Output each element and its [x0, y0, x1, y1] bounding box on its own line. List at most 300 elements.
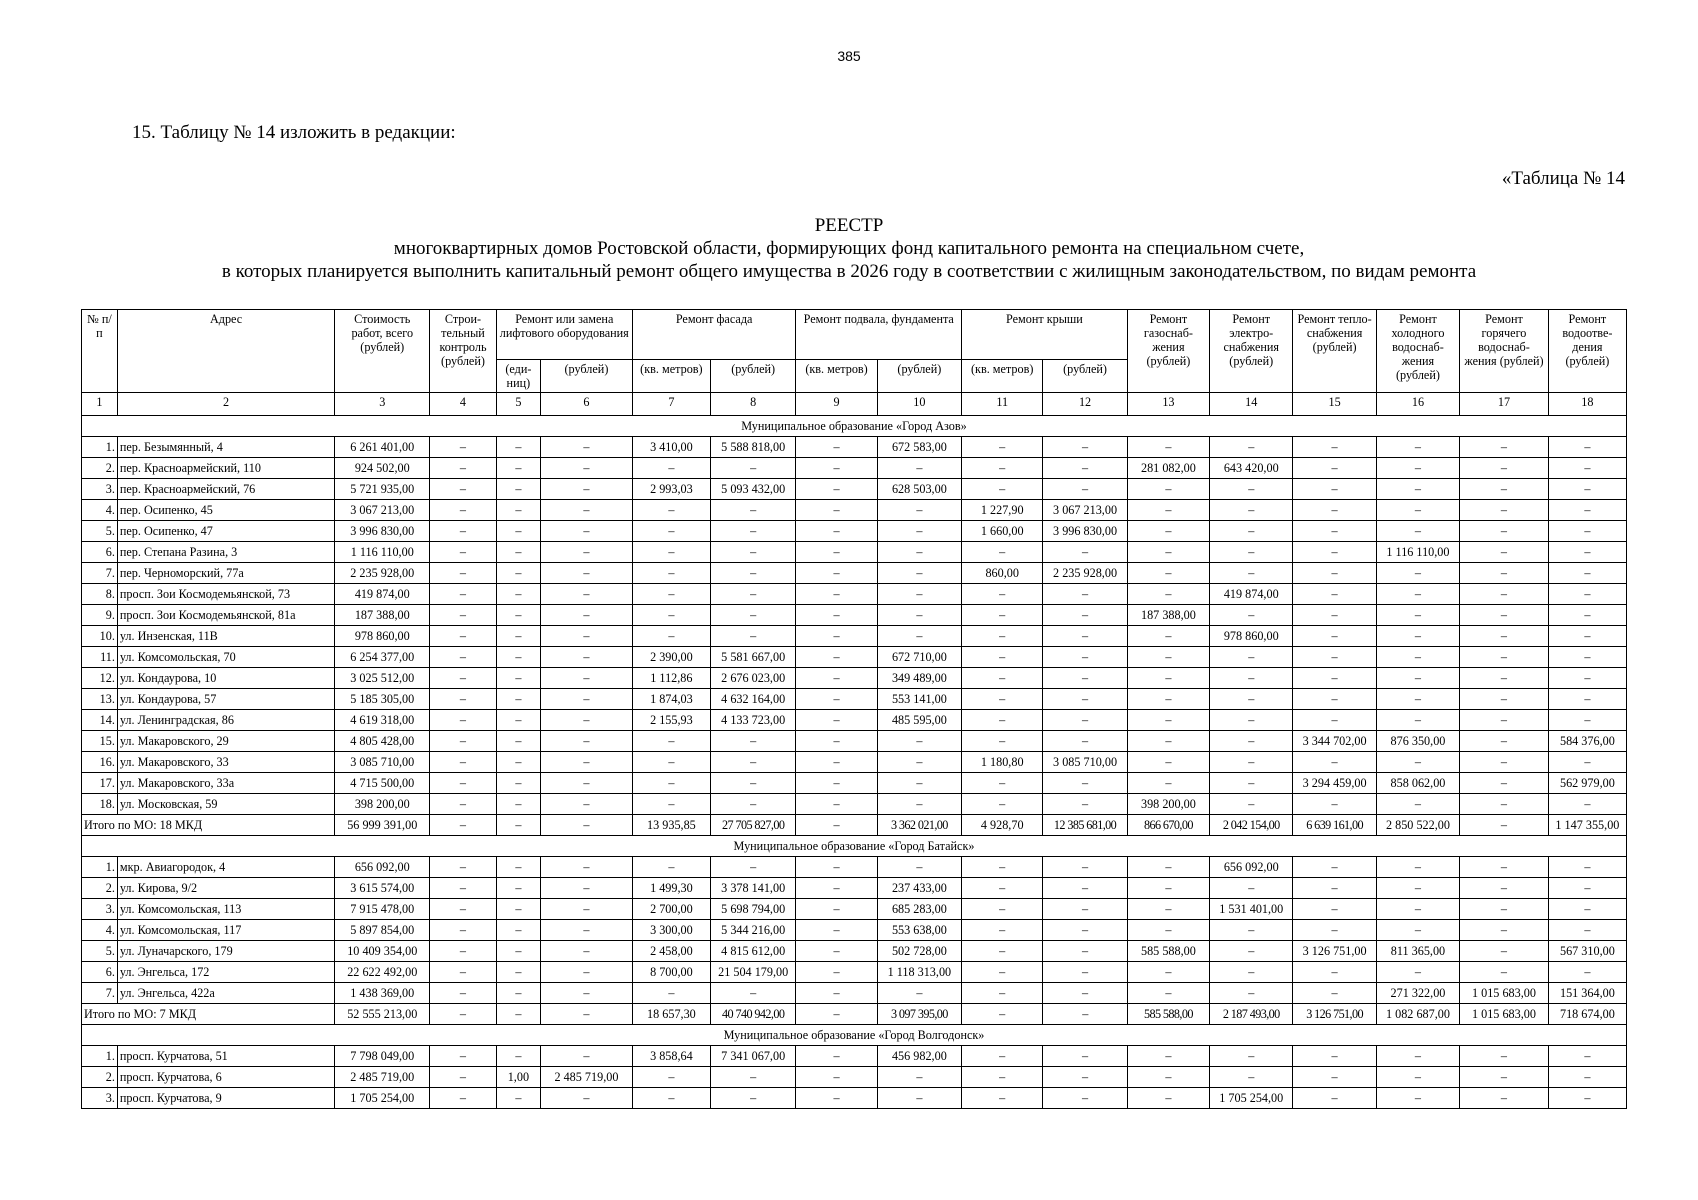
table-cell: – [430, 437, 496, 458]
table-cell: – [1127, 500, 1209, 521]
row-number: 2. [82, 878, 118, 899]
table-cell: 3 126 751,00 [1293, 941, 1376, 962]
table-cell: 876 350,00 [1376, 731, 1459, 752]
table-cell: – [1127, 752, 1209, 773]
address-cell: ул. Кондаурова, 10 [117, 668, 334, 689]
column-number: 15 [1293, 393, 1376, 416]
table-cell: – [1210, 1046, 1293, 1067]
table-cell: – [796, 899, 877, 920]
row-number: 7. [82, 563, 118, 584]
table-cell: – [430, 500, 496, 521]
row-number: 2. [82, 1067, 118, 1088]
table-cell: – [430, 605, 496, 626]
table-cell: – [1210, 962, 1293, 983]
table-cell: 271 322,00 [1376, 983, 1459, 1004]
table-cell: – [877, 521, 961, 542]
table-cell: – [632, 794, 710, 815]
table-cell: – [541, 563, 633, 584]
row-number: 15. [82, 731, 118, 752]
table-cell: – [1376, 689, 1459, 710]
table-cell: – [1548, 584, 1626, 605]
table-cell: – [877, 500, 961, 521]
total-cell: 585 588,00 [1127, 1004, 1209, 1025]
table-cell: – [541, 584, 633, 605]
table-cell: – [1548, 479, 1626, 500]
table-cell: – [1127, 668, 1209, 689]
total-cell: – [796, 815, 877, 836]
table-cell: 4 632 164,00 [710, 689, 795, 710]
table-cell: – [1460, 731, 1549, 752]
table-cell: – [1210, 605, 1293, 626]
table-cell: 3 294 459,00 [1293, 773, 1376, 794]
table-cell: – [1127, 1088, 1209, 1109]
table-cell: – [1548, 563, 1626, 584]
table-cell: – [1548, 878, 1626, 899]
table-cell: – [1127, 584, 1209, 605]
column-number: 12 [1043, 393, 1127, 416]
table-cell: – [710, 563, 795, 584]
table-cell: – [1210, 689, 1293, 710]
row-number: 8. [82, 584, 118, 605]
table-cell: – [496, 689, 540, 710]
table-cell: – [1210, 983, 1293, 1004]
table-cell: – [430, 689, 496, 710]
header-hot-water: Ремонт горячего водоснаб-жения (рублей) [1460, 310, 1549, 393]
table-cell: – [1376, 857, 1459, 878]
table-cell: – [1460, 752, 1549, 773]
table-cell: 2 235 928,00 [335, 563, 430, 584]
table-cell: – [796, 437, 877, 458]
total-cell: 40 740 942,00 [710, 1004, 795, 1025]
column-number: 7 [632, 393, 710, 416]
table-cell: 237 433,00 [877, 878, 961, 899]
table-cell: – [1210, 752, 1293, 773]
header-roof-sqm: (кв. метров) [962, 360, 1043, 393]
table-cell: – [632, 626, 710, 647]
table-cell: – [496, 857, 540, 878]
table-cell: – [962, 542, 1043, 563]
table-cell: – [710, 458, 795, 479]
column-number: 18 [1548, 393, 1626, 416]
table-cell: 860,00 [962, 563, 1043, 584]
table-cell: 5 185 305,00 [335, 689, 430, 710]
table-cell: – [1043, 1088, 1127, 1109]
table-cell: – [632, 500, 710, 521]
table-row [82, 542, 1627, 563]
table-cell: – [962, 437, 1043, 458]
table-cell: – [1460, 1046, 1549, 1067]
table-cell: – [796, 794, 877, 815]
instruction-text: 15. Таблицу № 14 изложить в редакции: [132, 122, 456, 143]
table-cell: – [496, 899, 540, 920]
total-cell: – [962, 1004, 1043, 1025]
table-cell: 456 982,00 [877, 1046, 961, 1067]
table-cell: 187 388,00 [335, 605, 430, 626]
address-cell: ул. Луначарского, 179 [117, 941, 334, 962]
row-number: 13. [82, 689, 118, 710]
table-cell: – [1460, 857, 1549, 878]
table-cell: – [632, 458, 710, 479]
header-gas: Ремонт газоснаб-жения (рублей) [1127, 310, 1209, 393]
table-cell: 1,00 [496, 1067, 540, 1088]
table-cell: – [1210, 878, 1293, 899]
table-cell: – [1210, 437, 1293, 458]
address-cell: пер. Осипенко, 47 [117, 521, 334, 542]
row-number: 4. [82, 920, 118, 941]
address-cell: просп. Зои Космодемьянской, 81а [117, 605, 334, 626]
total-label: Итого по МО: 18 МКД [82, 815, 335, 836]
table-cell: – [1376, 647, 1459, 668]
address-cell: пер. Степана Разина, 3 [117, 542, 334, 563]
table-cell: – [1210, 920, 1293, 941]
header-heat: Ремонт тепло-снабжения (рублей) [1293, 310, 1376, 393]
table-cell: – [1293, 542, 1376, 563]
table-cell: – [1210, 773, 1293, 794]
table-cell: 3 025 512,00 [335, 668, 430, 689]
table-cell: – [1293, 563, 1376, 584]
table-cell: 978 860,00 [335, 626, 430, 647]
table-cell: – [496, 920, 540, 941]
table-cell: – [1293, 1088, 1376, 1109]
table-cell: 672 583,00 [877, 437, 961, 458]
table-cell: – [1043, 542, 1127, 563]
table-cell: – [632, 983, 710, 1004]
table-cell: – [710, 983, 795, 1004]
page-number: 385 [837, 48, 861, 64]
total-cell: – [430, 1004, 496, 1025]
address-cell: ул. Кондаурова, 57 [117, 689, 334, 710]
table-cell: 21 504 179,00 [710, 962, 795, 983]
table-cell: – [962, 647, 1043, 668]
table-cell: – [541, 647, 633, 668]
table-cell: – [1293, 983, 1376, 1004]
address-cell: ул. Макаровского, 33 [117, 752, 334, 773]
total-cell: 3 126 751,00 [1293, 1004, 1376, 1025]
table-row [82, 605, 1627, 626]
table-row [82, 1067, 1627, 1088]
table-cell: – [1548, 500, 1626, 521]
table-cell: – [1127, 521, 1209, 542]
table-cell: 4 815 612,00 [710, 941, 795, 962]
municipality-title: Муниципальное образование «Город Батайск» [82, 836, 1627, 857]
table-cell: 1 499,30 [632, 878, 710, 899]
table-cell: – [541, 983, 633, 1004]
column-number: 2 [117, 393, 334, 416]
table-cell: – [1376, 563, 1459, 584]
total-cell: 3 097 395,00 [877, 1004, 961, 1025]
address-cell: просп. Курчатова, 9 [117, 1088, 334, 1109]
table-cell: – [1043, 605, 1127, 626]
table-cell: – [1548, 605, 1626, 626]
total-cell: 56 999 391,00 [335, 815, 430, 836]
table-cell: – [1376, 710, 1459, 731]
table-cell: 656 092,00 [335, 857, 430, 878]
table-cell: – [632, 542, 710, 563]
header-address: Адрес [117, 310, 334, 393]
total-cell: – [541, 1004, 633, 1025]
row-number: 1. [82, 857, 118, 878]
table-cell: – [962, 857, 1043, 878]
table-cell: – [796, 941, 877, 962]
table-cell: – [1376, 584, 1459, 605]
table-cell: – [1460, 563, 1549, 584]
table-cell: – [1460, 668, 1549, 689]
table-cell: 22 622 492,00 [335, 962, 430, 983]
table-cell: – [1376, 794, 1459, 815]
table-cell: 419 874,00 [1210, 584, 1293, 605]
table-cell: – [632, 563, 710, 584]
table-cell: 3 378 141,00 [710, 878, 795, 899]
table-row [82, 773, 1627, 794]
table-cell: – [1293, 584, 1376, 605]
table-cell: – [1127, 437, 1209, 458]
table-cell: – [1460, 878, 1549, 899]
table-cell: 567 310,00 [1548, 941, 1626, 962]
table-cell: – [1210, 731, 1293, 752]
table-cell: – [1460, 437, 1549, 458]
table-cell: – [541, 752, 633, 773]
table-cell: – [1127, 647, 1209, 668]
table-cell: 398 200,00 [335, 794, 430, 815]
row-number: 16. [82, 752, 118, 773]
table-cell: – [430, 1046, 496, 1067]
table-cell: – [796, 878, 877, 899]
table-cell: – [796, 458, 877, 479]
table-cell: – [632, 584, 710, 605]
table-cell: – [1127, 899, 1209, 920]
table-cell: – [430, 626, 496, 647]
table-cell: – [1548, 437, 1626, 458]
table-cell: – [1460, 941, 1549, 962]
table-cell: – [541, 668, 633, 689]
address-cell: ул. Комсомольская, 113 [117, 899, 334, 920]
table-cell: 281 082,00 [1127, 458, 1209, 479]
table-cell: – [1043, 710, 1127, 731]
table-cell: – [1460, 500, 1549, 521]
table-cell: 349 489,00 [877, 668, 961, 689]
municipality-title: Муниципальное образование «Город Волгодонск» [82, 1025, 1627, 1046]
table-cell: 187 388,00 [1127, 605, 1209, 626]
table-cell: – [1460, 479, 1549, 500]
table-cell: 3 067 213,00 [1043, 500, 1127, 521]
table-cell: 7 798 049,00 [335, 1046, 430, 1067]
table-row [82, 689, 1627, 710]
table-cell: – [1460, 794, 1549, 815]
address-cell: пер. Осипенко, 45 [117, 500, 334, 521]
table-cell: – [710, 752, 795, 773]
table-cell: – [1460, 1088, 1549, 1109]
table-cell: – [796, 1046, 877, 1067]
table-cell: – [430, 773, 496, 794]
table-cell: 672 710,00 [877, 647, 961, 668]
table-cell: – [1376, 626, 1459, 647]
table-cell: – [1043, 794, 1127, 815]
table-cell: – [1293, 794, 1376, 815]
table-cell: 585 588,00 [1127, 941, 1209, 962]
row-number: 2. [82, 458, 118, 479]
table-cell: 4 715 500,00 [335, 773, 430, 794]
table-cell: 3 858,64 [632, 1046, 710, 1067]
table-cell: – [1293, 479, 1376, 500]
table-cell: 6 261 401,00 [335, 437, 430, 458]
table-cell: – [541, 689, 633, 710]
table-cell: – [1210, 647, 1293, 668]
table-row [82, 500, 1627, 521]
row-number: 1. [82, 437, 118, 458]
table-cell: – [1293, 920, 1376, 941]
table-cell: – [430, 563, 496, 584]
table-cell: – [430, 668, 496, 689]
table-row [82, 962, 1627, 983]
total-cell: – [430, 815, 496, 836]
registry-table [81, 309, 1627, 1109]
table-cell: – [1210, 521, 1293, 542]
table-cell: – [1127, 1067, 1209, 1088]
table-cell: – [430, 458, 496, 479]
table-cell: – [496, 773, 540, 794]
table-cell: 1 015 683,00 [1460, 983, 1549, 1004]
table-cell: – [877, 794, 961, 815]
table-cell: – [1127, 689, 1209, 710]
table-cell: – [796, 773, 877, 794]
header-basement-sqm: (кв. метров) [796, 360, 877, 393]
table-cell: 3 085 710,00 [335, 752, 430, 773]
table-cell: – [962, 1046, 1043, 1067]
table-cell: 3 067 213,00 [335, 500, 430, 521]
table-cell: – [1376, 458, 1459, 479]
table-cell: – [1127, 857, 1209, 878]
table-cell: – [1043, 731, 1127, 752]
table-cell: – [1376, 899, 1459, 920]
table-cell: – [541, 941, 633, 962]
column-number: 14 [1210, 393, 1293, 416]
table-cell: 485 595,00 [877, 710, 961, 731]
table-cell: 1 227,90 [962, 500, 1043, 521]
row-number: 14. [82, 710, 118, 731]
table-cell: – [877, 458, 961, 479]
table-cell: – [877, 605, 961, 626]
table-cell: – [962, 584, 1043, 605]
table-cell: 3 410,00 [632, 437, 710, 458]
table-cell: – [877, 1088, 961, 1109]
table-row [82, 941, 1627, 962]
table-cell: – [1210, 563, 1293, 584]
table-cell: 2 485 719,00 [335, 1067, 430, 1088]
table-cell: – [1548, 542, 1626, 563]
table-cell: – [1376, 1046, 1459, 1067]
table-cell: – [796, 479, 877, 500]
table-cell: – [496, 479, 540, 500]
table-row [82, 437, 1627, 458]
column-number: 5 [496, 393, 540, 416]
table-cell: – [962, 920, 1043, 941]
table-cell: – [710, 1067, 795, 1088]
header-facade: Ремонт фасада [632, 310, 796, 360]
table-cell: 502 728,00 [877, 941, 961, 962]
total-cell: – [496, 1004, 540, 1025]
row-number: 10. [82, 626, 118, 647]
table-cell: – [962, 458, 1043, 479]
table-row [82, 563, 1627, 584]
table-cell: – [541, 731, 633, 752]
total-cell: 866 670,00 [1127, 815, 1209, 836]
table-cell: – [430, 962, 496, 983]
table-cell: – [1210, 794, 1293, 815]
table-cell: – [496, 752, 540, 773]
table-cell: – [710, 731, 795, 752]
header-roof: Ремонт крыши [962, 310, 1128, 360]
column-number: 3 [335, 393, 430, 416]
table-cell: – [1043, 626, 1127, 647]
table-body [82, 416, 1627, 1109]
header-elevator-units: (еди-ниц) [496, 360, 540, 393]
table-cell: – [430, 731, 496, 752]
table-cell: – [496, 437, 540, 458]
header-sewer: Ремонт водоотве-дения (рублей) [1548, 310, 1626, 393]
row-number: 11. [82, 647, 118, 668]
table-row [82, 983, 1627, 1004]
table-row [82, 878, 1627, 899]
table-cell: – [496, 626, 540, 647]
table-cell: – [1293, 689, 1376, 710]
table-cell: – [1127, 962, 1209, 983]
table-cell: 1 874,03 [632, 689, 710, 710]
table-cell: – [541, 899, 633, 920]
table-cell: – [1548, 521, 1626, 542]
table-cell: – [496, 962, 540, 983]
table-cell: 858 062,00 [1376, 773, 1459, 794]
table-cell: 419 874,00 [335, 584, 430, 605]
table-cell: – [962, 710, 1043, 731]
table-cell: – [877, 626, 961, 647]
table-row [82, 479, 1627, 500]
header-num: № п/п [82, 310, 118, 393]
table-cell: – [496, 1088, 540, 1109]
column-number: 1 [82, 393, 118, 416]
table-cell: – [541, 857, 633, 878]
table-cell: – [710, 605, 795, 626]
table-cell: – [541, 710, 633, 731]
table-header [82, 310, 1627, 416]
table-cell: – [496, 542, 540, 563]
table-cell: – [1043, 1046, 1127, 1067]
table-row [82, 1046, 1627, 1067]
table-cell: – [430, 899, 496, 920]
header-facade-rubles: (рублей) [710, 360, 795, 393]
table-cell: – [1548, 626, 1626, 647]
table-cell: – [796, 710, 877, 731]
table-cell: – [430, 542, 496, 563]
total-cell: 27 705 827,00 [710, 815, 795, 836]
table-cell: – [430, 479, 496, 500]
table-cell: 978 860,00 [1210, 626, 1293, 647]
total-cell: – [796, 1004, 877, 1025]
column-number: 10 [877, 393, 961, 416]
table-cell: 2 155,93 [632, 710, 710, 731]
table-cell: – [430, 1067, 496, 1088]
address-cell: пер. Черноморский, 77а [117, 563, 334, 584]
row-number: 1. [82, 1046, 118, 1067]
table-cell: – [541, 1088, 633, 1109]
table-cell: – [496, 710, 540, 731]
table-cell: – [1460, 773, 1549, 794]
table-cell: – [541, 605, 633, 626]
table-cell: – [496, 584, 540, 605]
heading-line-2: многоквартирных домов Ростовской области, формирующих фонд капитального ремонта на специальном счете, [393, 238, 1305, 259]
table-cell: – [796, 752, 877, 773]
table-cell: – [710, 584, 795, 605]
table-cell: 2 235 928,00 [1043, 563, 1127, 584]
